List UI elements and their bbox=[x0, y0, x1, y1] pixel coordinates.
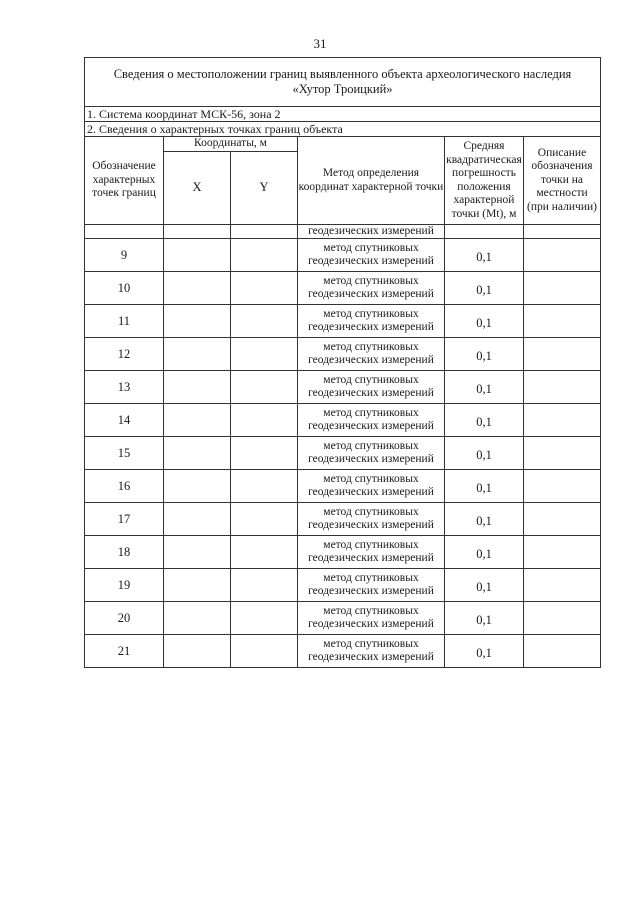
accuracy-cell: 0,1 bbox=[445, 338, 524, 371]
header-description: Описание обозначения точки на местности (при наличии) bbox=[524, 137, 601, 225]
header-coords: Координаты, м bbox=[164, 137, 298, 152]
coord-y bbox=[231, 503, 298, 536]
coord-y bbox=[231, 437, 298, 470]
coord-y bbox=[231, 569, 298, 602]
point-number: 17 bbox=[85, 503, 164, 536]
coord-x bbox=[164, 239, 231, 272]
coord-y bbox=[231, 635, 298, 668]
coord-y bbox=[231, 404, 298, 437]
method-cell: метод спутниковых геодезических измерений bbox=[298, 470, 445, 503]
point-number: 18 bbox=[85, 536, 164, 569]
page-number: 31 bbox=[313, 36, 327, 51]
coord-x bbox=[164, 371, 231, 404]
coord-y bbox=[231, 239, 298, 272]
header-x: X bbox=[164, 152, 231, 225]
method-cell: метод спутниковых геодезических измерений bbox=[298, 536, 445, 569]
coord-x bbox=[164, 602, 231, 635]
accuracy-cell: 0,1 bbox=[445, 536, 524, 569]
header-point: Обозначение характерных точек границ bbox=[85, 137, 164, 225]
coord-x bbox=[164, 272, 231, 305]
continuation-row bbox=[85, 225, 601, 239]
point-number: 14 bbox=[85, 404, 164, 437]
coord-y bbox=[231, 371, 298, 404]
coord-x bbox=[164, 437, 231, 470]
method-cell: метод спутниковых геодезических измерений bbox=[298, 503, 445, 536]
accuracy-cell: 0,1 bbox=[445, 371, 524, 404]
accuracy-cell: 0,1 bbox=[445, 602, 524, 635]
coord-x bbox=[164, 404, 231, 437]
method-cell: метод спутниковых геодезических измерений bbox=[298, 305, 445, 338]
point-number: 21 bbox=[85, 635, 164, 668]
coord-x bbox=[164, 305, 231, 338]
accuracy-cell: 0,1 bbox=[445, 635, 524, 668]
header-y: Y bbox=[231, 152, 298, 225]
coordinate-system: 1. Система координат МСК-56, зона 2 bbox=[85, 107, 601, 122]
method-cell: метод спутниковых геодезических измерений bbox=[298, 272, 445, 305]
boundary-points-table bbox=[84, 57, 601, 668]
coord-x bbox=[164, 569, 231, 602]
description-cell bbox=[524, 536, 601, 569]
method-cell: метод спутниковых геодезических измерений bbox=[298, 437, 445, 470]
coord-x bbox=[164, 635, 231, 668]
table-row bbox=[85, 305, 601, 338]
accuracy-cell: 0,1 bbox=[445, 239, 524, 272]
coord-y bbox=[231, 338, 298, 371]
coord-x bbox=[164, 503, 231, 536]
coord-y bbox=[231, 470, 298, 503]
accuracy-cell: 0,1 bbox=[445, 470, 524, 503]
table-row bbox=[85, 569, 601, 602]
coord-x bbox=[164, 470, 231, 503]
description-cell bbox=[524, 404, 601, 437]
point-number: 10 bbox=[85, 272, 164, 305]
coord-x bbox=[164, 536, 231, 569]
description-cell bbox=[524, 470, 601, 503]
point-number: 12 bbox=[85, 338, 164, 371]
table-row bbox=[85, 338, 601, 371]
point-number: 11 bbox=[85, 305, 164, 338]
point-number: 19 bbox=[85, 569, 164, 602]
table-row bbox=[85, 470, 601, 503]
table-row bbox=[85, 437, 601, 470]
coord-y bbox=[231, 536, 298, 569]
description-cell bbox=[524, 338, 601, 371]
description-cell bbox=[524, 635, 601, 668]
method-cell: метод спутниковых геодезических измерений bbox=[298, 371, 445, 404]
description-cell bbox=[524, 569, 601, 602]
method-cell: метод спутниковых геодезических измерений bbox=[298, 569, 445, 602]
coord-y bbox=[231, 305, 298, 338]
table-row bbox=[85, 404, 601, 437]
accuracy-cell: 0,1 bbox=[445, 272, 524, 305]
point-number: 20 bbox=[85, 602, 164, 635]
description-cell bbox=[524, 437, 601, 470]
continuation-method: геодезических измерений bbox=[298, 225, 445, 239]
method-cell: метод спутниковых геодезических измерений bbox=[298, 338, 445, 371]
point-number: 15 bbox=[85, 437, 164, 470]
point-number: 9 bbox=[85, 239, 164, 272]
point-number: 13 bbox=[85, 371, 164, 404]
title-line-2: «Хутор Троицкий» bbox=[292, 82, 393, 96]
document-body bbox=[84, 57, 600, 668]
accuracy-cell: 0,1 bbox=[445, 305, 524, 338]
method-cell: метод спутниковых геодезических измерений bbox=[298, 635, 445, 668]
accuracy-cell: 0,1 bbox=[445, 437, 524, 470]
table-row bbox=[85, 602, 601, 635]
table-row bbox=[85, 536, 601, 569]
table-title bbox=[85, 58, 601, 107]
title-line-1: Сведения о местоположении границ выявленного объекта археологического наследия bbox=[113, 67, 572, 81]
coord-x bbox=[164, 338, 231, 371]
table-row bbox=[85, 239, 601, 272]
header-method: Метод определения координат характерной точки bbox=[298, 137, 445, 225]
description-cell bbox=[524, 239, 601, 272]
table-row bbox=[85, 371, 601, 404]
points-section-title: 2. Сведения о характерных точках границ объекта bbox=[85, 122, 601, 137]
accuracy-cell: 0,1 bbox=[445, 503, 524, 536]
accuracy-cell: 0,1 bbox=[445, 404, 524, 437]
description-cell bbox=[524, 602, 601, 635]
header-accuracy: Средняя квадратическая погрешность положения характерной точки (Mt), м bbox=[445, 137, 524, 225]
table-row bbox=[85, 272, 601, 305]
coord-y bbox=[231, 272, 298, 305]
method-cell: метод спутниковых геодезических измерений bbox=[298, 404, 445, 437]
description-cell bbox=[524, 503, 601, 536]
description-cell bbox=[524, 305, 601, 338]
method-cell: метод спутниковых геодезических измерений bbox=[298, 239, 445, 272]
table-row bbox=[85, 503, 601, 536]
coord-y bbox=[231, 602, 298, 635]
method-cell: метод спутниковых геодезических измерений bbox=[298, 602, 445, 635]
point-number: 16 bbox=[85, 470, 164, 503]
table-row bbox=[85, 635, 601, 668]
description-cell bbox=[524, 371, 601, 404]
description-cell bbox=[524, 272, 601, 305]
accuracy-cell: 0,1 bbox=[445, 569, 524, 602]
